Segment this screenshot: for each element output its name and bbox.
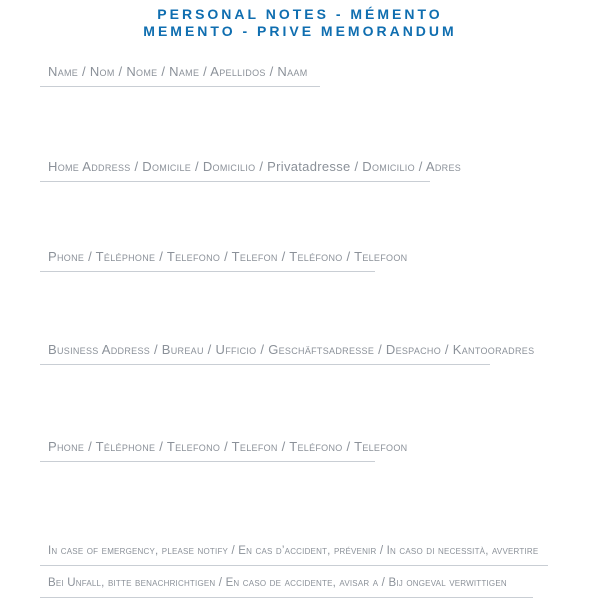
- field-business-address-label: Business Address / Bureau / Ufficio / Geschäftsadresse / Despacho / Kantooradres: [48, 342, 535, 357]
- field-phone-business: [40, 439, 407, 462]
- field-emergency-notify-line2-writing-line: [40, 597, 533, 598]
- field-business-address-writing-line: [40, 364, 490, 365]
- field-phone-home: [40, 249, 407, 272]
- field-emergency-notify-line1-writing-line: [40, 565, 548, 566]
- field-emergency-notify-line2: [40, 575, 533, 598]
- field-home-address-label: [40, 159, 461, 175]
- page-title-line2: MEMENTO - PRIVE MEMORANDUM: [143, 23, 457, 39]
- field-emergency-notify-line1-label: In case of emergency, please notify / En cas d’accident, prévenir / In caso di necessità, avvertire: [48, 545, 539, 557]
- field-phone-business-writing-line: [40, 461, 375, 462]
- field-name-writing-line: [40, 86, 320, 87]
- page-title: [0, 6, 600, 40]
- home-address-label-part2: Privatadresse: [267, 159, 351, 174]
- field-home-address-writing-line: [40, 181, 430, 182]
- field-phone-business-label: Phone / Téléphone / Telefono / Telefon / Teléfono / Telefoon: [48, 439, 408, 454]
- field-name: [40, 64, 320, 87]
- field-home-address: [40, 159, 461, 182]
- field-emergency-notify-line2-label: Bei Unfall, bitte benachrichtigen / En caso de accidente, avisar a / Bij ongeval verwittigen: [48, 577, 507, 589]
- field-name-label: Name / Nom / Nome / Name / Apellidos / Naam: [48, 64, 308, 79]
- home-address-label-part3: / Domicilio / Adres: [350, 159, 462, 174]
- field-phone-home-label: Phone / Téléphone / Telefono / Telefon / Teléfono / Telefoon: [48, 249, 408, 264]
- field-emergency-notify-line1: [40, 543, 548, 566]
- home-address-label-part1: Home Address / Domicile / Domicilio /: [48, 159, 268, 174]
- field-business-address: [40, 342, 534, 365]
- field-phone-home-writing-line: [40, 271, 375, 272]
- page-title-line1: PERSONAL NOTES - MÉMENTO: [157, 6, 443, 22]
